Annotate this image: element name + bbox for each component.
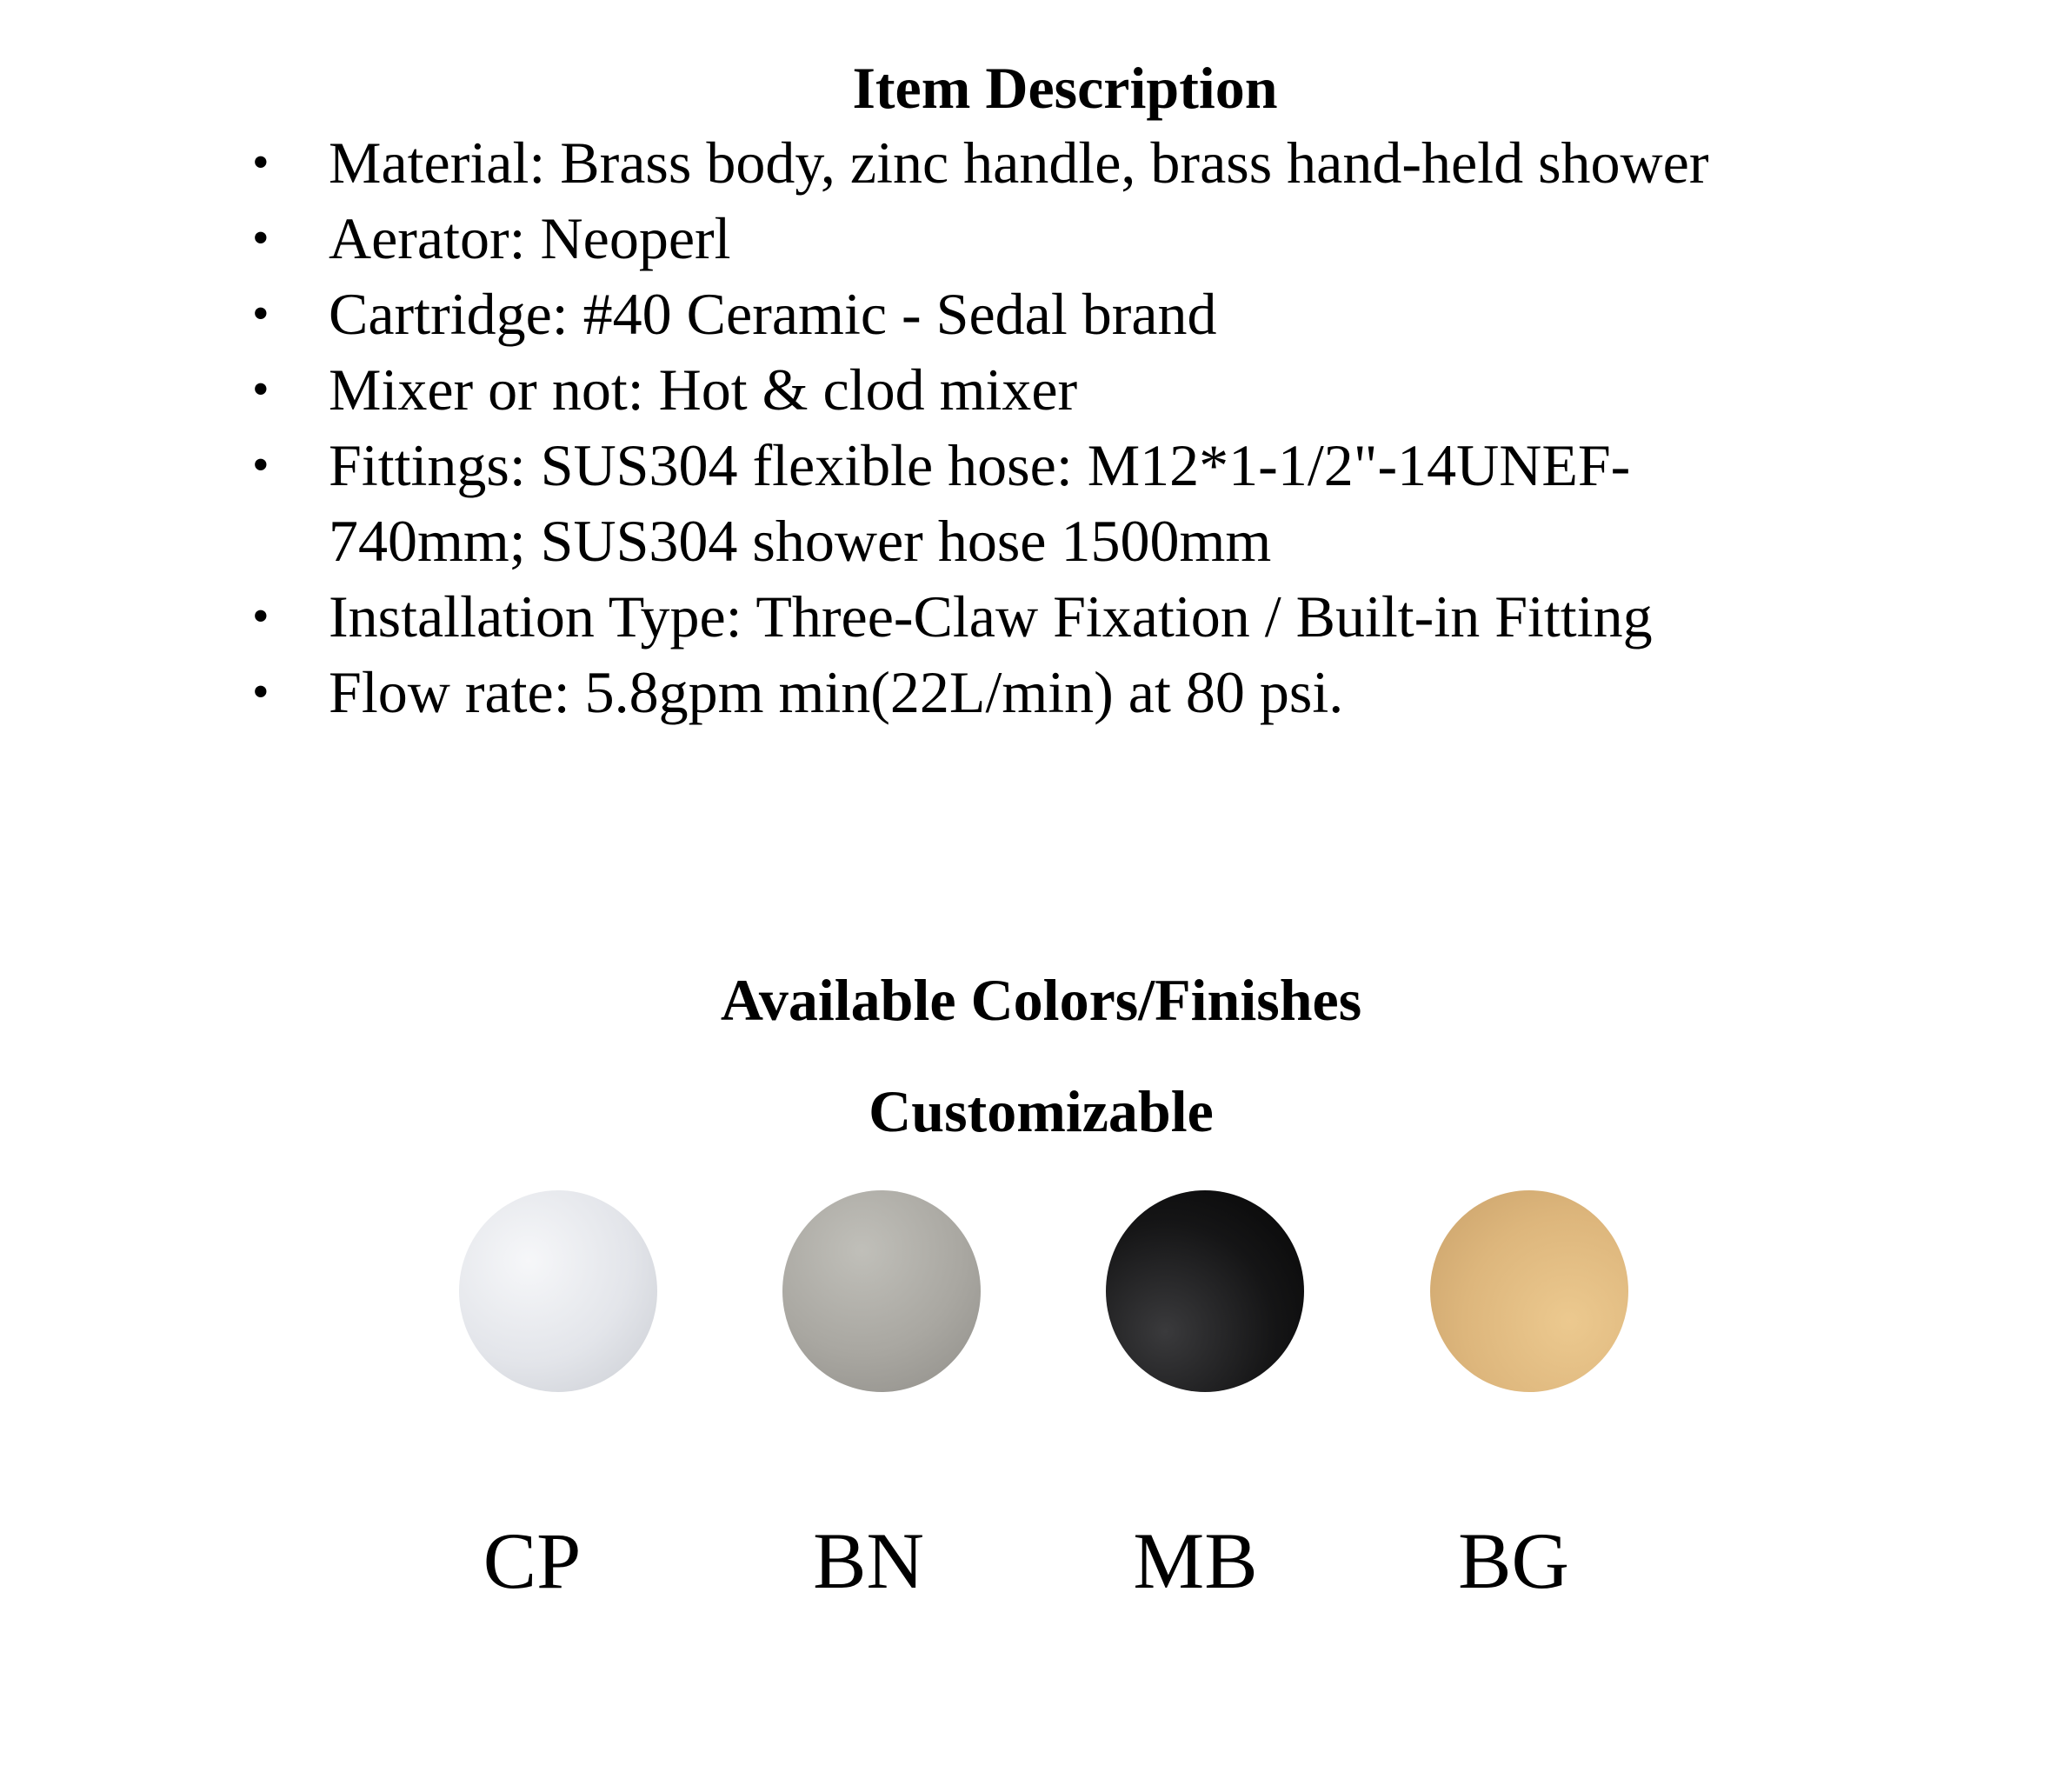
- swatch-label-mb: MB: [1133, 1516, 1258, 1605]
- swatch-label-bg: BG: [1458, 1516, 1569, 1605]
- bullet-icon: •: [252, 590, 270, 643]
- swatch-bg: [1430, 1190, 1628, 1392]
- bullet-icon: •: [252, 287, 270, 341]
- swatch-mb: [1106, 1190, 1304, 1392]
- spec-text: Material: Brass body, zinc handle, brass hand-held shower: [329, 130, 1709, 196]
- swatch-bn: [782, 1190, 981, 1392]
- spec-aerator: [0, 201, 1867, 276]
- customizable-heading: Customizable: [869, 1078, 1214, 1144]
- spec-text: Cartridge: #40 Ceramic - Sedal brand: [329, 281, 1217, 347]
- spec-flow-rate: [0, 655, 1867, 730]
- swatch-label-bn: BN: [813, 1516, 924, 1605]
- bullet-icon: •: [252, 363, 270, 416]
- swatch-label-cp: CP: [483, 1516, 582, 1605]
- bullet-icon: •: [252, 211, 270, 265]
- spec-text: Mixer or not: Hot & clod mixer: [329, 356, 1078, 423]
- spec-text: Flow rate: 5.8gpm min(22L/min) at 80 psi.: [329, 659, 1344, 725]
- spec-text-line-2: 740mm; SUS304 shower hose 1500mm: [329, 508, 1272, 574]
- spec-material: [0, 125, 1867, 201]
- spec-text: Aerator: Neoperl: [329, 205, 731, 271]
- spec-installation: [0, 579, 1867, 655]
- swatch-cp: [459, 1190, 657, 1392]
- spec-list: [0, 125, 1867, 730]
- bullet-icon: •: [252, 136, 270, 190]
- spec-mixer: [0, 352, 1867, 428]
- bullet-icon: •: [252, 438, 270, 492]
- spec-cartridge: [0, 276, 1867, 352]
- item-description-title: Item Description: [852, 55, 1278, 121]
- spec-text-line-1: Fittings: SUS304 flexible hose: M12*1-1/2"-14UNEF-: [329, 432, 1631, 498]
- spec-text: Installation Type: Three-Claw Fixation / Built-in Fitting: [329, 583, 1653, 650]
- available-colors-heading: Available Colors/Finishes: [720, 967, 1362, 1033]
- spec-fittings: [0, 428, 1867, 579]
- bullet-icon: •: [252, 665, 270, 719]
